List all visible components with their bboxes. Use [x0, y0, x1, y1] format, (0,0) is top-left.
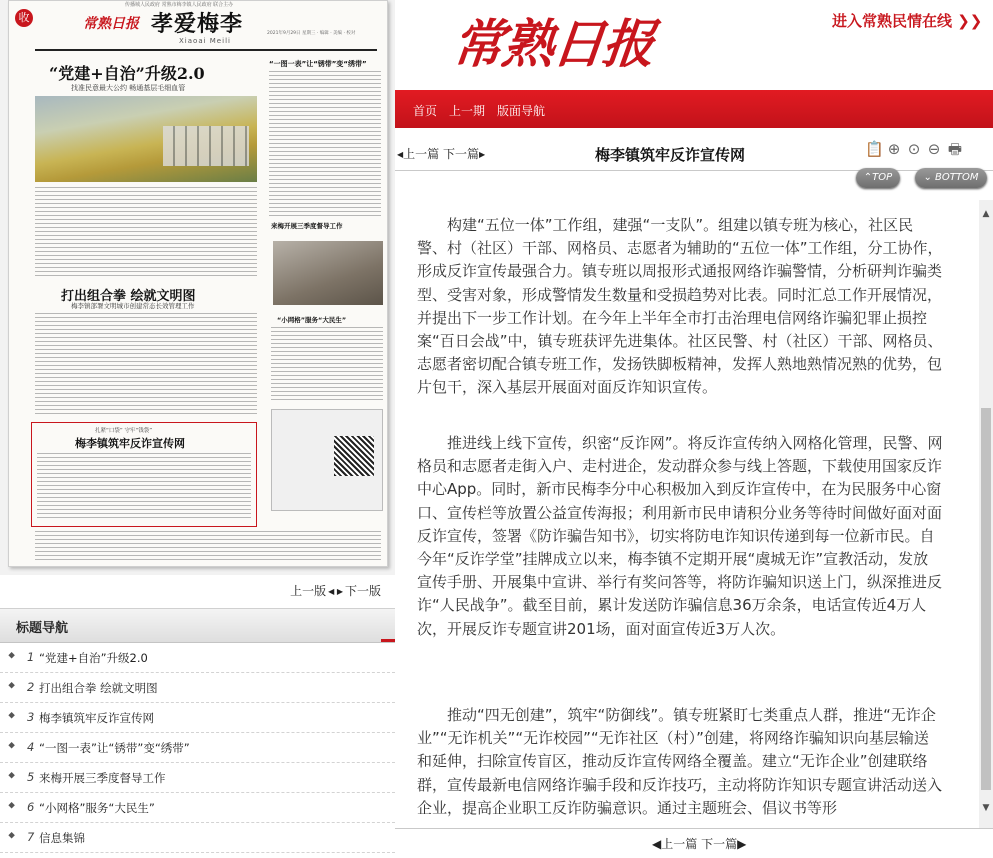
article-paragraph: [395, 432, 979, 641]
thumb-photo-houses: [163, 126, 249, 166]
print-icon[interactable]: 🖶: [947, 140, 963, 158]
zoom-in-icon[interactable]: ⊕: [887, 140, 901, 158]
masthead-rule: [35, 49, 377, 51]
thumb-headline-main[interactable]: “党建+自治”升级2.0: [49, 64, 205, 83]
article-bottom-nav: [395, 828, 993, 858]
left-arrow-icon: ◀: [652, 837, 662, 851]
toc-item-number: 3: [27, 710, 35, 724]
thumb-headline-3[interactable]: 来梅开展三季度督导工作: [271, 222, 343, 230]
thumb-text-block: [37, 453, 251, 519]
bullet-icon: ⯁: [8, 682, 16, 692]
newspaper-page-title: 孝爱梅李: [151, 12, 244, 37]
toc-item[interactable]: [0, 703, 395, 733]
toc-item-title[interactable]: “党建+自治”升级2.0: [39, 651, 148, 665]
left-arrow-icon: ◀: [397, 150, 404, 159]
thumb-photo-meeting: [273, 241, 383, 305]
thumb-headline-5[interactable]: 梅李镇筑牢反诈宣传网: [75, 437, 185, 450]
toc-item-title[interactable]: 来梅开展三季度督导工作: [39, 771, 166, 785]
newspaper-date-line: 2021年9月29日 星期三 · 编辑 · 美编 · 校对: [267, 31, 356, 36]
bullet-icon: ⯁: [8, 712, 16, 722]
toc-header: [0, 608, 395, 643]
site-logo[interactable]: 常熟日报: [449, 14, 656, 75]
article-body: [395, 200, 979, 828]
thumb-photo-village: [35, 96, 257, 182]
toc-item-title[interactable]: 梅李镇筑牢反诈宣传网: [39, 711, 154, 725]
thumb-text-block: [35, 531, 381, 561]
bullet-icon: ⯁: [8, 832, 16, 842]
thumb-subhead-main: 找准民意最大公约 畅通基层毛细血管: [71, 84, 186, 92]
main-navbar: [395, 90, 993, 128]
minqing-online-link[interactable]: 进入常熟民情在线 ❯❯: [826, 6, 988, 35]
nav-page-guide[interactable]: 版面导航: [497, 104, 546, 118]
thumb-headline-4[interactable]: “小网格”服务“大民生”: [277, 316, 347, 324]
toc-item-number: 7: [27, 830, 35, 844]
right-arrow-icon: ▶: [479, 150, 486, 159]
prev-article-link[interactable]: 上一篇: [403, 147, 440, 161]
toc-item-number: 2: [27, 680, 35, 694]
scroll-bottom-button[interactable]: ⌄ BOTTOM: [915, 168, 987, 188]
article-paragraph: [395, 214, 979, 400]
toc-item-number: 1: [27, 650, 35, 664]
article-prevnext-bottom: [652, 835, 746, 852]
toc-item-title[interactable]: 信息集锦: [39, 831, 85, 845]
scroll-up-arrow-icon[interactable]: ▲: [982, 209, 990, 219]
toc-item-title[interactable]: “小网格”服务“大民生”: [39, 801, 155, 815]
page-navigation: [0, 582, 395, 600]
nav-home[interactable]: 首页: [413, 104, 438, 118]
toc-item-number: 4: [27, 740, 35, 754]
newspaper-brand: 常熟日报: [83, 16, 139, 32]
page-arrows-icon[interactable]: ◀ ▶: [328, 587, 343, 596]
next-article-link[interactable]: 下一篇: [443, 147, 480, 161]
newspaper-page-thumbnail[interactable]: [8, 0, 388, 567]
toc-item-number: 5: [27, 770, 35, 784]
newspaper-page-frame: [0, 0, 395, 575]
article-prevnext-top: [397, 145, 485, 162]
nav-prev-issue[interactable]: 上一期: [449, 104, 486, 118]
thumb-subhead-2: 梅李镇部署文明城市创建常态长效管理工作: [71, 302, 195, 310]
thumb-text-block: [269, 71, 381, 216]
toc-item[interactable]: [0, 793, 395, 823]
right-arrow-icon: ▶: [737, 837, 747, 851]
thumb-side-headline[interactable]: “一图一表”让“锈带”变“绣带”: [269, 60, 367, 68]
toc-item-number: 6: [27, 800, 35, 814]
toc-list: [0, 643, 395, 853]
bullet-icon: ⯁: [8, 772, 16, 782]
toc-item-title[interactable]: 打出组合拳 绘就文明图: [39, 681, 158, 695]
prev-article-link[interactable]: 上一篇: [661, 837, 698, 851]
newspaper-pinyin: Xiaoai Meili: [179, 37, 231, 45]
scroll-down-arrow-icon[interactable]: ▼: [982, 803, 990, 813]
article-paragraph-text: 构建“五位一体”工作组，建强“一支队”。组建以镇专班为核心，社区民警、村（社区）干部、网格员、志愿者为辅助的“五位一体”工作组，分工协作，形成反诈宣传最强合力。镇专班以周报形式通报网络诈骗警情，分析研判诈骗类型、受害对象，形成警情发生数量和受损趋势对比表。同时汇总工作开展情况，并提出下一步工作计划。在今年上半年全市打击治理电信网络诈骗犯罪止损控案“百日会战”中，镇专班获评先进集体。社区民警、村（社区）干部、网格员、志愿者密切配合镇专班工作，发扬铁脚板精神，发挥人熟地熟情况熟的优势，包片包干，深入基层开展面对面反诈知识宣传。: [417, 216, 943, 397]
next-page-link[interactable]: 下一版: [344, 584, 381, 598]
copy-icon[interactable]: 📋: [865, 140, 884, 158]
article-paragraph: [395, 704, 979, 820]
toc-item[interactable]: [0, 643, 395, 673]
toc-title: 标题导航: [16, 621, 69, 636]
toc-item[interactable]: [0, 733, 395, 763]
newspaper-masthead: [9, 1, 387, 51]
qr-code-icon: [334, 436, 374, 476]
article-scrollbar[interactable]: [979, 200, 993, 828]
thumb-kicker-5: 扎紧“口袋” 守牢“钱袋”: [95, 428, 153, 434]
zoom-reset-icon[interactable]: ⊙: [907, 140, 921, 158]
bullet-icon: ⯁: [8, 742, 16, 752]
toc-accent: [381, 639, 395, 642]
toc-item[interactable]: [0, 823, 395, 853]
toc-item[interactable]: [0, 673, 395, 703]
next-article-link[interactable]: 下一篇: [701, 837, 738, 851]
bullet-icon: ⯁: [8, 652, 16, 662]
article-title: 梅李镇筑牢反诈宣传网: [595, 146, 746, 164]
toc-item-title[interactable]: “一图一表”让“锈带”变“绣带”: [39, 741, 190, 755]
scrollbar-thumb[interactable]: [981, 408, 991, 790]
zoom-out-icon[interactable]: ⊖: [927, 140, 941, 158]
bullet-icon: ⯁: [8, 802, 16, 812]
thumb-qr-panel: [271, 409, 383, 511]
article-toolbar: [395, 140, 993, 171]
article-paragraph-text: 推动“四无创建”，筑牢“防御线”。镇专班紧盯七类重点人群，推进“无诈企业”“无诈机关”“无诈校园”“无诈社区（村）”创建，将网络诈骗知识向基层输送和延伸，扫除宣传盲区，推动反诈宣传网络全覆盖。建立“无诈企业”创建联络群，宣传最新电信网络诈骗手段和反诈技巧，主动将防诈知识专题宣讲活动送入企业，提高企业职工反诈防骗意识。通过主题班会、倡议书等形: [417, 706, 943, 817]
newspaper-slogan: 传播城人民政府 常熟市梅李镇人民政府 联合主办: [125, 2, 234, 8]
toc-item[interactable]: [0, 763, 395, 793]
prev-page-link[interactable]: 上一版: [290, 584, 327, 598]
article-paragraph-text: 推进线上线下宣传，织密“反诈网”。将反诈宣传纳入网格化管理，民警、网格员和志愿者走街入户、走村进企，发动群众参与线上答题，下载使用国家反诈中心App。同时，新市民梅李分中心积极加入到反诈宣传中，在为民服务中心窗口、宣传栏等放置公益宣传海报；利用新市民申请积分业务等待时间做好面对面反诈宣传，签署《防诈骗告知书》，切实将防电诈知识传递到每一位新市民。自今年“反诈学堂”挂牌成立以来，梅李镇不定期开展“虞城无诈”宣教活动，发放宣传手册、开展集中宣讲、举行有奖问答等，将防诈骗知识送上门，纵深推进反诈“人民战争”。截至目前，累计发送防诈骗信息36万余条，电话宣传近4万人次，开展反诈专题宣讲201场，面对面宣传近3万人次。: [417, 434, 943, 638]
thumb-text-block: [35, 187, 257, 279]
thumb-text-block: [35, 313, 257, 417]
thumb-text-block: [271, 327, 383, 403]
left-column: [0, 0, 395, 857]
scroll-top-button[interactable]: ⌃TOP: [856, 168, 900, 188]
thumb-headline-2[interactable]: 打出组合拳 绘就文明图: [61, 289, 196, 304]
newspaper-seal-icon: 收: [15, 9, 33, 27]
